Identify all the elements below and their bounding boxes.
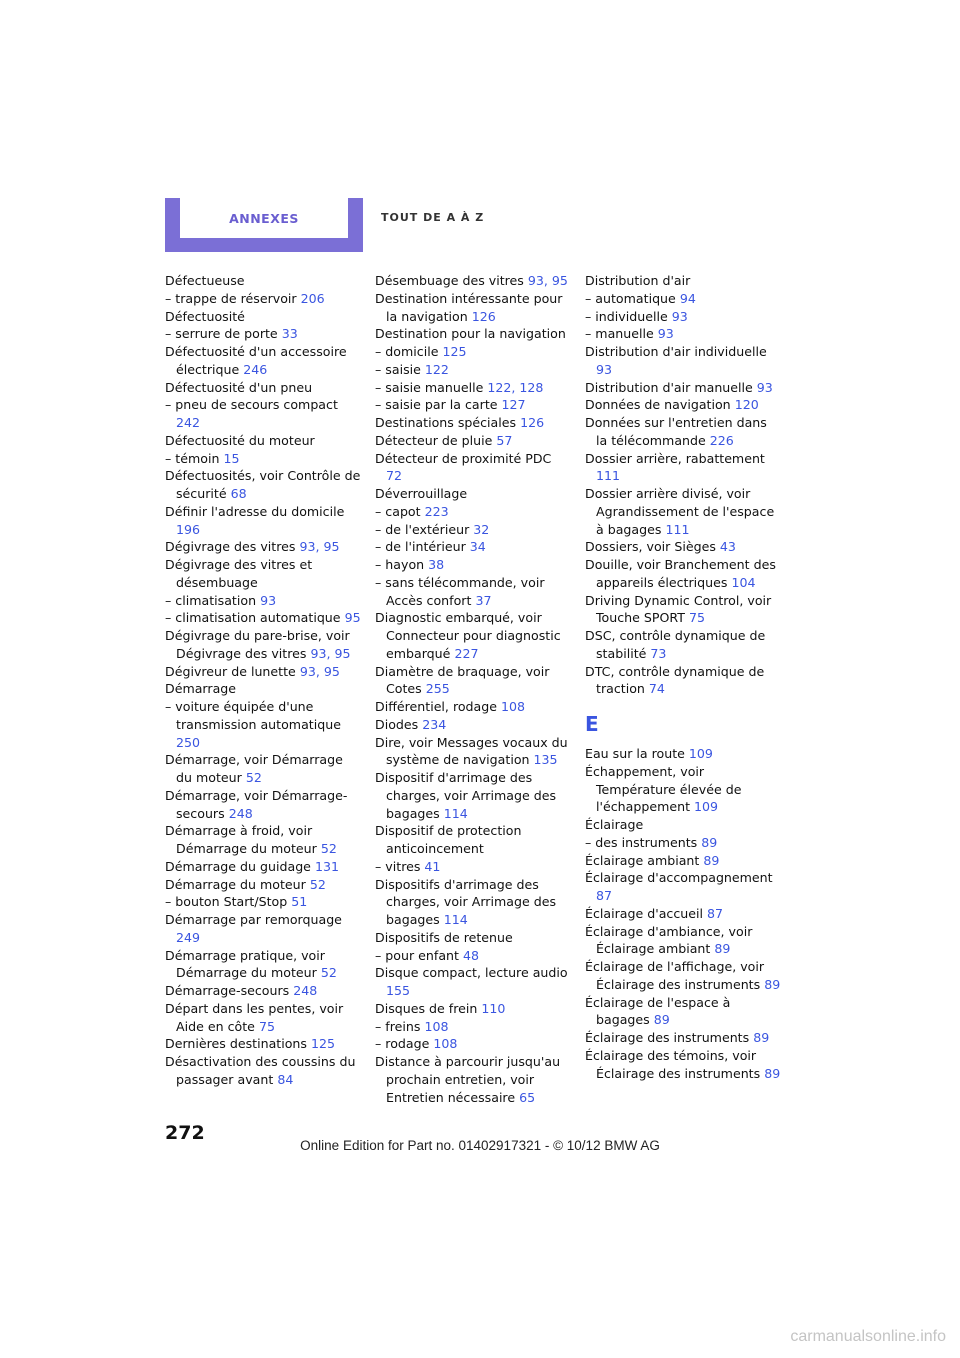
index-term: Éclairage de l'affichage, voir Éclairage des instruments	[585, 959, 765, 992]
index-entry	[585, 538, 781, 556]
page-reference-link[interactable]: 89	[764, 1065, 781, 1081]
page-reference-link[interactable]: 248	[228, 805, 253, 821]
index-entry	[165, 982, 361, 1000]
footer-edition: Online Edition for Part no. 01402917321 - © 10/12 BMW AG	[300, 1138, 660, 1153]
index-entry	[165, 947, 361, 983]
index-entry	[585, 745, 781, 763]
index-entry	[375, 716, 571, 734]
index-entry	[375, 556, 571, 574]
index-term: Dégivreur de lunette	[165, 663, 296, 679]
index-column-1	[165, 272, 361, 1089]
page-reference-link[interactable]: 111	[665, 521, 690, 537]
page-reference-link[interactable]: 122	[424, 361, 449, 377]
page-reference-link[interactable]: 155	[386, 983, 411, 998]
page-reference-link[interactable]: 41	[424, 858, 441, 874]
index-term: Eau sur la route	[585, 746, 685, 761]
index-entry	[585, 1029, 781, 1047]
page-reference-link[interactable]: 246	[243, 361, 268, 377]
index-entry	[375, 1000, 571, 1018]
index-term: – pour enfant	[375, 947, 459, 963]
page-reference-link[interactable]: 255	[425, 681, 450, 697]
index-term: Distribution d'air	[585, 273, 691, 288]
index-term: Détecteur de proximité PDC	[375, 450, 552, 466]
index-term: Éclairage d'accueil	[585, 905, 703, 921]
index-term: – climatisation	[165, 592, 257, 608]
index-term: Dégivrage du pare-brise, voir Dégivrage des vitres	[165, 628, 350, 661]
index-term: Démarrage, voir Démarrage du moteur	[165, 752, 343, 785]
section-tab-label: ANNEXES	[180, 198, 348, 238]
index-term: Dispositifs de retenue	[375, 929, 513, 945]
page-reference-link[interactable]: 242	[176, 415, 201, 430]
index-term: – hayon	[375, 557, 425, 572]
page-reference-link[interactable]: 43	[719, 539, 736, 555]
page-reference-link[interactable]: 84	[277, 1071, 294, 1087]
index-entry	[165, 325, 361, 343]
index-term: Démarrage à froid, voir Démarrage du moteur	[165, 823, 317, 856]
index-entry	[165, 751, 361, 787]
page-reference-link[interactable]: 95	[344, 610, 361, 626]
index-term: Éclairage des instruments	[585, 1030, 750, 1045]
index-term: Dire, voir Messages vocaux du système de navigation	[375, 734, 568, 768]
index-letter-heading: E	[585, 712, 599, 736]
page-reference-link[interactable]: 87	[596, 888, 613, 903]
page-reference-link[interactable]: 223	[424, 503, 449, 519]
index-entry	[375, 1053, 571, 1106]
index-entry	[375, 929, 571, 947]
watermark: carmanualsonline.info	[790, 1328, 946, 1345]
page-reference-link[interactable]: 93	[756, 379, 773, 395]
index-term: DSC, contrôle dynamique de stabilité	[585, 628, 766, 661]
index-entry	[165, 503, 361, 539]
index-entry	[375, 858, 571, 876]
index-term: Distribution d'air individuelle	[585, 344, 767, 359]
page-reference-link[interactable]: 108	[424, 1018, 449, 1034]
index-term: Éclairage d'accompagnement	[585, 870, 773, 886]
index-entry	[375, 698, 571, 716]
index-entry	[165, 663, 361, 681]
page-reference-link[interactable]: 226	[709, 432, 734, 448]
page-reference-link[interactable]: 93	[596, 361, 613, 377]
index-term: Démarrage du moteur	[165, 876, 306, 892]
index-term: Éclairage ambiant	[585, 852, 700, 868]
page-reference-link[interactable]: 114	[443, 805, 468, 821]
index-entry	[165, 822, 361, 858]
index-entry	[585, 869, 781, 905]
index-entry	[165, 680, 361, 698]
index-term: – freins	[375, 1018, 421, 1034]
index-entry	[165, 893, 361, 911]
index-entry	[585, 592, 781, 628]
index-term: Défectuosité	[165, 308, 245, 324]
page-reference-link[interactable]: 127	[501, 397, 526, 413]
index-term: Éclairage des témoins, voir Éclairage des instruments	[585, 1047, 761, 1081]
index-entry	[585, 414, 781, 450]
page-reference-link[interactable]: 110	[481, 1000, 506, 1016]
index-term: – automatique	[585, 290, 676, 306]
index-entry	[585, 923, 781, 959]
index-entry	[585, 450, 781, 486]
index-entry	[375, 538, 571, 556]
index-term: Défectuosité du moteur	[165, 432, 315, 448]
index-entry	[585, 663, 781, 699]
page-reference-link[interactable]: 93, 95	[299, 539, 340, 555]
index-entry	[585, 343, 781, 379]
index-term: Démarrage-secours	[165, 983, 290, 998]
index-term: – manuelle	[585, 326, 654, 342]
index-entry	[585, 763, 781, 816]
index-entry	[375, 574, 571, 610]
page-reference-link[interactable]: 131	[314, 858, 339, 874]
index-entry	[165, 592, 361, 610]
page-reference-link[interactable]: 68	[230, 486, 247, 501]
index-term: Désactivation des coussins du passager avant	[165, 1054, 356, 1087]
index-entry	[165, 396, 361, 432]
index-term: – saisie manuelle	[375, 379, 484, 395]
index-term: Défectuosités, voir Contrôle de sécurité	[165, 468, 361, 501]
index-entry	[165, 1053, 361, 1089]
index-term: Distribution d'air manuelle	[585, 379, 753, 395]
index-entry	[375, 734, 571, 770]
page-reference-link[interactable]: 248	[293, 983, 318, 998]
index-term: Défectuosité d'un accessoire électrique	[165, 344, 347, 377]
page-reference-link[interactable]: 89	[764, 976, 781, 992]
index-term: – trappe de réservoir	[165, 290, 297, 306]
page-reference-link[interactable]: 249	[176, 929, 201, 945]
page-reference-link[interactable]: 89	[753, 1030, 770, 1045]
index-entry	[165, 911, 361, 947]
index-entry	[165, 272, 361, 290]
index-entry	[375, 361, 571, 379]
index-entry	[165, 450, 361, 468]
index-term: – individuelle	[585, 308, 668, 324]
index-entry	[375, 432, 571, 450]
index-entry	[585, 308, 781, 326]
page-reference-link[interactable]: 75	[688, 610, 705, 626]
index-entry	[375, 290, 571, 326]
page-reference-link[interactable]: 93, 95	[310, 645, 351, 661]
index-entry	[375, 325, 571, 343]
index-entry	[165, 379, 361, 397]
page-reference-link[interactable]: 75	[258, 1018, 275, 1034]
page-number: 272	[165, 1122, 205, 1144]
index-term: – vitres	[375, 858, 421, 874]
index-entry	[165, 467, 361, 503]
index-term: Douille, voir Branchement des appareils électriques	[585, 557, 776, 590]
index-term: – de l'intérieur	[375, 539, 466, 555]
index-term: Dispositif de protection anticoincement	[375, 823, 522, 856]
index-entry	[585, 816, 781, 834]
index-term: Démarrage	[165, 681, 237, 697]
index-entry	[165, 698, 361, 751]
index-entry	[375, 450, 571, 486]
index-term: Données sur l'entretien dans la télécommande	[585, 415, 767, 448]
index-term: Dossier arrière, rabattement	[585, 450, 765, 466]
page-reference-link[interactable]: 52	[320, 965, 337, 981]
index-entry	[165, 290, 361, 308]
index-term: Disque compact, lecture audio	[375, 965, 568, 981]
page-reference-link[interactable]: 111	[596, 468, 621, 484]
page-reference-link[interactable]: 87	[707, 905, 724, 921]
page-reference-link[interactable]: 51	[291, 894, 308, 910]
index-term: – saisie par la carte	[375, 397, 498, 413]
index-entry	[585, 1047, 781, 1083]
page-reference-link[interactable]: 89	[703, 852, 720, 868]
index-entry	[165, 343, 361, 379]
index-entry	[375, 769, 571, 822]
index-entry	[165, 538, 361, 556]
index-entry	[375, 947, 571, 965]
page-reference-link[interactable]: 126	[520, 415, 545, 430]
page-reference-link[interactable]: 48	[462, 947, 480, 963]
page-reference-link[interactable]: 234	[422, 716, 447, 732]
page-reference-link[interactable]: 34	[469, 539, 486, 555]
page-reference-link[interactable]: 125	[310, 1036, 336, 1052]
index-entry	[165, 432, 361, 450]
index-term: – sans télécommande, voir Accès confort	[375, 574, 545, 608]
index-term: Défectuosité d'un pneu	[165, 379, 313, 395]
page-reference-link[interactable]: 89	[701, 834, 718, 850]
page-reference-link[interactable]: 126	[471, 308, 496, 324]
page-reference-link[interactable]: 122, 128	[487, 379, 544, 395]
page-reference-link[interactable]: 38	[428, 557, 445, 572]
index-term: Éclairage de l'espace à bagages	[585, 994, 731, 1028]
index-term: Dossiers, voir Sièges	[585, 539, 716, 555]
index-term: – des instruments	[585, 834, 698, 850]
index-entry	[585, 994, 781, 1030]
index-term: Dégivrage des vitres et désembuage	[165, 557, 313, 590]
index-term: Diamètre de braquage, voir Cotes	[375, 663, 550, 697]
page-reference-link[interactable]: 93, 95	[299, 663, 340, 679]
index-term: Départ dans les pentes, voir Aide en côte	[165, 1000, 344, 1034]
page-reference-link[interactable]: 108	[433, 1036, 458, 1052]
index-entry	[585, 396, 781, 414]
index-entry	[375, 663, 571, 699]
index-term: Disques de frein	[375, 1000, 478, 1016]
index-term: Dégivrage des vitres	[165, 539, 296, 555]
index-entry	[585, 627, 781, 663]
index-entry	[585, 325, 781, 343]
page-reference-link[interactable]: 227	[454, 645, 479, 661]
index-term: – domicile	[375, 344, 439, 359]
index-entry	[375, 822, 571, 858]
index-entry	[165, 858, 361, 876]
index-entry	[585, 379, 781, 397]
page-reference-link[interactable]: 89	[653, 1012, 670, 1028]
index-entry	[585, 290, 781, 308]
index-entry	[375, 1018, 571, 1036]
page-reference-link[interactable]: 93	[657, 326, 674, 342]
page-reference-link[interactable]: 52	[320, 841, 337, 856]
page-reference-link[interactable]: 32	[473, 521, 490, 537]
index-entry	[375, 414, 571, 432]
index-entry	[165, 1000, 361, 1036]
page-reference-link[interactable]: 57	[496, 432, 513, 448]
index-entry	[375, 343, 571, 361]
index-term: Définir l'adresse du domicile	[165, 503, 345, 519]
index-term: Dispositifs d'arrimage des charges, voir Arrimage des bagages	[375, 876, 557, 927]
page-reference-link[interactable]: 15	[223, 450, 240, 466]
page-reference-link[interactable]: 196	[176, 521, 201, 537]
index-entry	[585, 852, 781, 870]
page-reference-link[interactable]: 109	[688, 746, 713, 761]
index-term: Démarrage du guidage	[165, 858, 311, 874]
page-reference-link[interactable]: 37	[475, 592, 492, 608]
index-entry	[375, 609, 571, 662]
index-term: Démarrage, voir Démarrage-secours	[165, 787, 348, 821]
page-reference-link[interactable]: 135	[533, 752, 558, 768]
index-term: Déverrouillage	[375, 486, 468, 501]
index-entry	[375, 964, 571, 1000]
index-entry	[585, 485, 781, 538]
page-reference-link[interactable]: 89	[714, 941, 731, 957]
index-term: – témoin	[165, 450, 220, 466]
page-reference-link[interactable]: 104	[731, 574, 756, 590]
index-term: – bouton Start/Stop	[165, 894, 288, 910]
page-reference-link[interactable]: 108	[501, 699, 526, 714]
index-term: Désembuage des vitres	[375, 273, 524, 288]
index-term: – voiture équipée d'une transmission automatique	[165, 699, 341, 732]
index-entry	[375, 485, 571, 503]
index-term: Dernières destinations	[165, 1036, 307, 1052]
index-term: Diodes	[375, 716, 419, 732]
index-entry	[165, 556, 361, 592]
page-reference-link[interactable]: 33	[281, 326, 298, 342]
index-term: Dossier arrière divisé, voir Agrandissement de l'espace à bagages	[585, 486, 775, 537]
page-reference-link[interactable]: 206	[300, 290, 325, 306]
index-term: Destinations spéciales	[375, 415, 517, 430]
page-reference-link[interactable]: 65	[519, 1089, 536, 1105]
page-reference-link[interactable]: 52	[245, 770, 262, 785]
page-reference-link[interactable]: 250	[176, 734, 201, 750]
index-term: – de l'extérieur	[375, 521, 470, 537]
index-entry	[165, 308, 361, 326]
index-term: – saisie	[375, 361, 421, 377]
page-reference-link[interactable]: 74	[648, 681, 665, 697]
index-entry	[585, 905, 781, 923]
index-entry	[165, 876, 361, 894]
index-column-2	[375, 272, 571, 1106]
index-entry	[165, 627, 361, 663]
index-term: – pneu de secours compact	[165, 397, 338, 413]
index-term: Driving Dynamic Control, voir Touche SPORT	[585, 592, 772, 626]
index-term: – rodage	[375, 1036, 430, 1052]
index-entry	[375, 379, 571, 397]
index-term: – serrure de porte	[165, 326, 278, 342]
index-column-3	[585, 272, 781, 1082]
index-term: Éclairage d'ambiance, voir Éclairage ambiant	[585, 923, 753, 957]
index-term: Démarrage par remorquage	[165, 912, 342, 927]
index-term: DTC, contrôle dynamique de traction	[585, 663, 765, 697]
index-entry	[165, 1035, 361, 1053]
page-reference-link[interactable]: 93, 95	[527, 273, 568, 288]
page-reference-link[interactable]: 109	[694, 799, 719, 815]
page-reference-link[interactable]: 72	[386, 468, 403, 484]
page-reference-link[interactable]: 125	[442, 344, 467, 359]
index-term: – capot	[375, 503, 421, 519]
index-term: Dispositif d'arrimage des charges, voir Arrimage des bagages	[375, 770, 557, 821]
index-entry	[375, 396, 571, 414]
index-term: Destination pour la navigation	[375, 326, 566, 342]
page-reference-link[interactable]: 93	[671, 308, 688, 324]
index-term: Destination intéressante pour la navigation	[375, 290, 563, 324]
page-reference-link[interactable]: 73	[650, 645, 667, 661]
page-reference-link[interactable]: 120	[734, 397, 759, 413]
index-entry	[165, 609, 361, 627]
page-reference-link[interactable]: 114	[443, 912, 468, 927]
index-entry	[375, 1035, 571, 1053]
index-term: Défectueuse	[165, 273, 245, 288]
page-reference-link[interactable]: 93	[260, 592, 277, 608]
index-term: Démarrage pratique, voir Démarrage du moteur	[165, 947, 325, 981]
index-entry	[375, 272, 571, 290]
index-term: Éclairage	[585, 817, 644, 832]
index-term: – climatisation automatique	[165, 610, 341, 626]
index-entry	[375, 503, 571, 521]
page-reference-link[interactable]: 94	[679, 290, 696, 306]
index-term: Diagnostic embarqué, voir Connecteur pour diagnostic embarqué	[375, 610, 561, 661]
index-entry	[585, 834, 781, 852]
index-entry	[585, 958, 781, 994]
index-term: Échappement, voir Température élevée de l'échappement	[585, 763, 742, 815]
index-term: Distance à parcourir jusqu'au prochain entretien, voir Entretien nécessaire	[375, 1054, 561, 1105]
index-entry	[585, 556, 781, 592]
index-term: Différentiel, rodage	[375, 699, 498, 714]
index-entry	[375, 876, 571, 929]
index-entry	[585, 272, 781, 290]
index-entry	[375, 521, 571, 539]
page-reference-link[interactable]: 52	[309, 876, 326, 892]
index-term: Détecteur de pluie	[375, 432, 493, 448]
section-title: TOUT DE A À Z	[381, 211, 485, 224]
index-term: Données de navigation	[585, 397, 731, 413]
index-entry	[165, 787, 361, 823]
